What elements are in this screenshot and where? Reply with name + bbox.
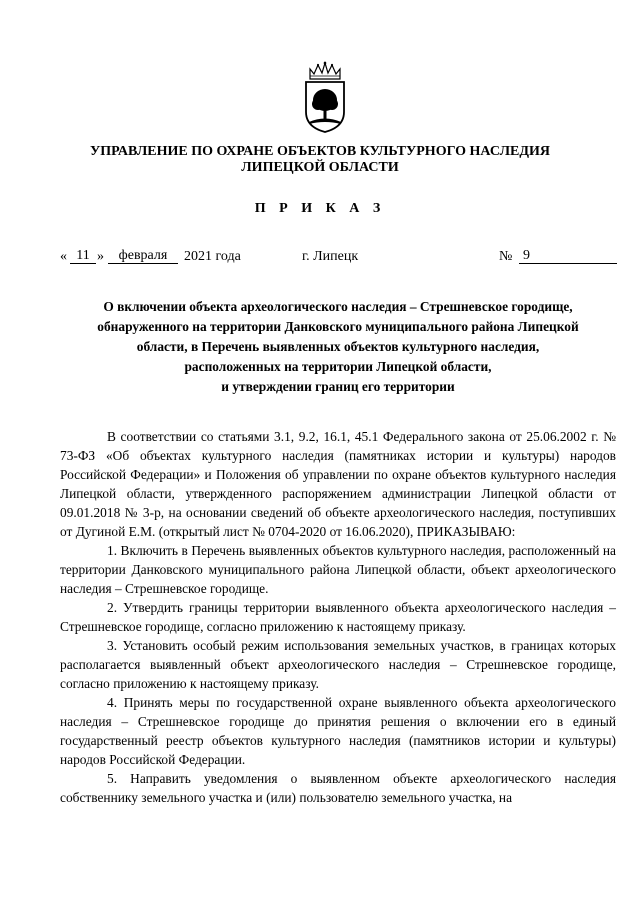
order-dateline <box>0 249 640 269</box>
date-month: февраля <box>108 249 178 264</box>
subject-line2: обнаруженного на территории Данковского муниципального района Липецкой <box>97 319 579 334</box>
order-city: г. Липецк <box>302 249 359 264</box>
order-subject <box>60 297 616 397</box>
date-year: 2021 года <box>184 249 241 264</box>
subject-line5: и утверждении границ его территории <box>221 379 455 394</box>
coat-of-arms-emblem <box>302 60 348 134</box>
subject-line4: расположенных на территории Липецкой области, <box>184 359 492 374</box>
order-number: 9 <box>519 249 617 264</box>
order-title: П Р И К А З <box>254 201 386 216</box>
order-item-1: 1. Включить в Перечень выявленных объектов культурного наследия, расположенный на территории Данковского муниципального района Липецкой области, объект археологического наследия – Стрешневское городище. <box>60 543 616 596</box>
order-item-5: 5. Направить уведомления о выявленном объекте археологического наследия собственнику земельного участка и (или) пользователю земельного участка, на <box>60 771 616 805</box>
subject-line3: области, в Перечень выявленных объектов культурного наследия, <box>136 339 540 354</box>
order-number-label: № <box>499 249 513 264</box>
order-body <box>60 427 616 807</box>
preamble-paragraph: В соответствии со статьями 3.1, 9.2, 16.1, 45.1 Федерального закона от 25.06.2002 г. № 73-ФЗ «Об объектах культурного наследия (памятниках истории и культуры) народов Российской Федерации» и Положения об управлении по охране объектов культурного наследия Липецкой области, утвержденного распоряжением администрации Липецкой области от 09.01.2018 № 3-р, на основании сведений об объекте археологического наследия, поступивших от Дугиной Е.М. (открытый лист № 0704-2020 от 16.06.2020), ПРИКАЗЫВАЮ: <box>60 429 616 539</box>
date-close-quote: » <box>97 249 104 264</box>
date-day: 11 <box>70 249 96 264</box>
agency-name-line2: ЛИПЕЦКОЙ ОБЛАСТИ <box>241 160 399 175</box>
order-item-4: 4. Принять меры по государственной охране выявленного объекта археологического наследия – Стрешневское городище до принятия решения о включении его в единый государственный реестр объектов культурного наследия (памятников истории и культуры) народов Российской Федерации. <box>60 695 616 767</box>
subject-line1: О включении объекта археологического наследия – Стрешневское городище, <box>103 299 573 314</box>
agency-name-line1: УПРАВЛЕНИЕ ПО ОХРАНЕ ОБЪЕКТОВ КУЛЬТУРНОГО НАСЛЕДИЯ <box>90 144 550 159</box>
order-item-3: 3. Установить особый режим использования земельных участков, в границах которых располагается выявленный объект археологического наследия – Стрешневское городище, согласно приложению к настоящему приказу. <box>60 638 616 691</box>
date-open-quote: « <box>60 249 67 264</box>
agency-name <box>40 144 600 176</box>
order-item-2: 2. Утвердить границы территории выявленного объекта археологического наследия – Стрешневское городище, согласно приложению к настоящему приказу. <box>60 600 616 634</box>
